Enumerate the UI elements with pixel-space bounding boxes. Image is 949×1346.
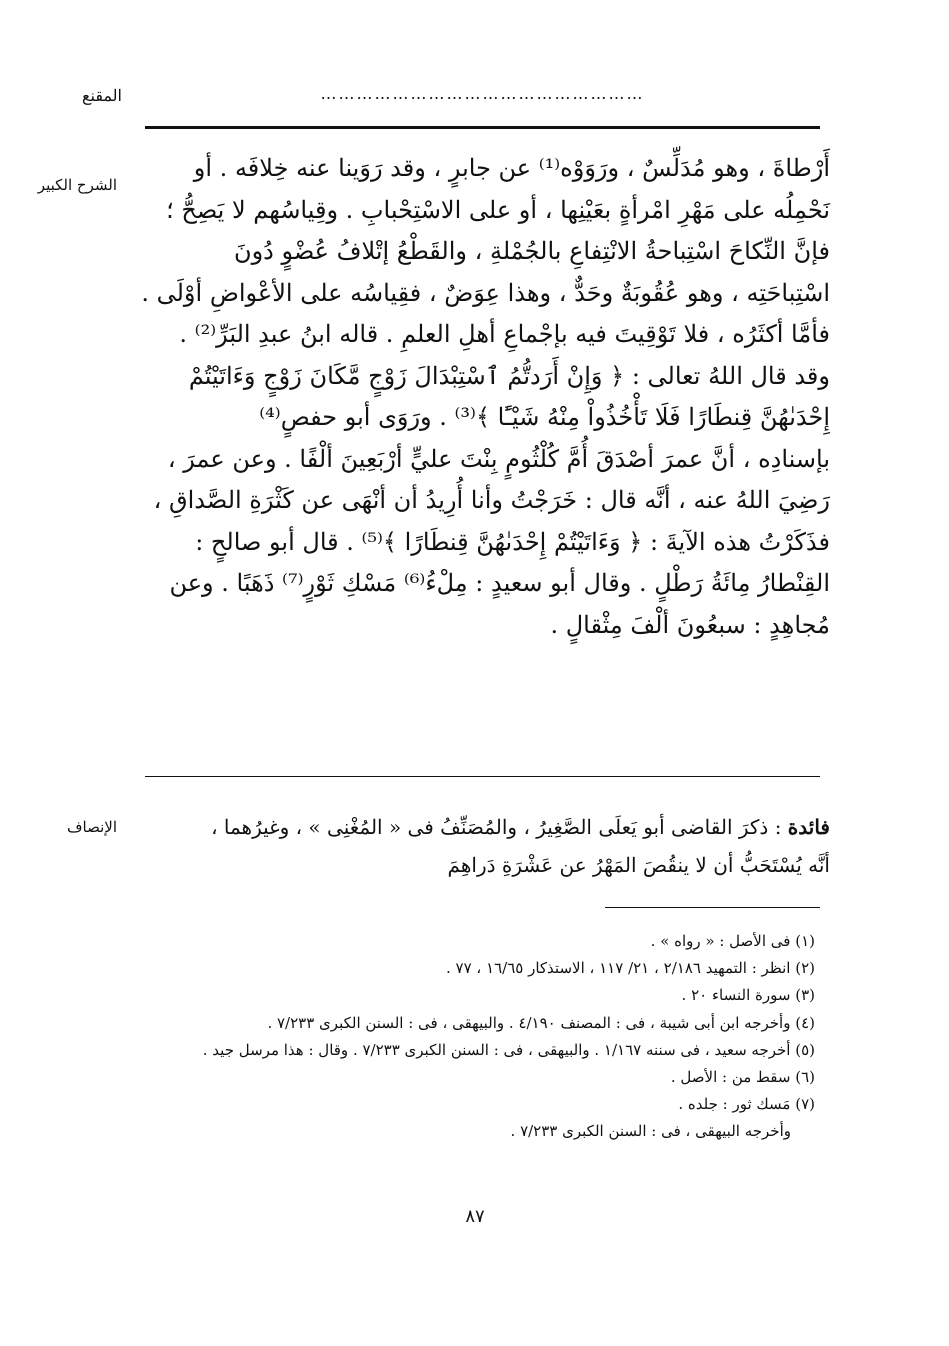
main-line: اسْتِباحَتِه ، وهو عُقُوبَةٌ وحَدٌّ ، وهذا عِوَضٌ ، فقِياسُه على الأعْواضِ أوْلَى . xyxy=(141,278,830,307)
section-divider xyxy=(145,776,820,777)
footnote: (١) فى الأصل : « رواه » . xyxy=(650,932,815,950)
insaf-line1-text: : ذكرَ القاضى أبو يَعلَى الصَّغِيرُ ، والمُصَنِّفُ فى « المُغْنِى » ، وغيرُهما ، xyxy=(211,815,788,839)
main-line: نَحْمِلُه على مَهْرِ امْرأةٍ بعَيْنِها ، أو على الاسْتِحْبابِ . وقِياسُهم لا يَصِحُّ ؛ xyxy=(166,195,830,224)
header-rule xyxy=(145,126,820,129)
footnote-separator xyxy=(605,907,820,908)
main-line: فذَكَرْتُ هذه الآيةَ : ﴿ وَءَاتَيْتُمْ إِحْدَىٰهُنَّ قِنطَارًا ﴾⁽⁵⁾ . قال أبو صالحٍ : xyxy=(195,527,830,556)
main-line: بإسنادِه ، أنَّ عمرَ أصْدَقَ أُمَّ كُلْثُومٍ بِنْتَ عليٍّ أرْبَعِينَ ألْفًا . وعن عمرَ ، xyxy=(167,444,830,473)
insaf-line xyxy=(140,808,830,846)
main-line: مُجاهِدٍ : سبعُونَ ألْفَ مِثْقالٍ . xyxy=(550,610,830,639)
footnote-continuation: وأخرجه البيهقى ، فى : السنن الكبرى ٧/٢٣٣ . xyxy=(510,1122,791,1141)
main-text xyxy=(140,148,830,646)
main-line: وقد قال اللهُ تعالى : ﴿ وَإِنْ أَرَدتُّمُ ٱسْتِبْدَالَ زَوْجٍ مَّكَانَ زَوْجٍ وَءَاتَيْتُمْ xyxy=(188,361,830,390)
side-label-insaf: الإنصاف xyxy=(66,818,117,836)
main-line: إِحْدَىٰهُنَّ قِنطَارًا فَلَا تَأْخُذُواْ مِنْهُ شَيْـًٔا ﴾⁽³⁾ . ورَوَى أبو حفصٍ⁽⁴⁾ xyxy=(259,403,830,431)
footnote: (٢) انظر : التمهيد ٢/١٨٦ ، ٢١/ ١١٧ ، الاستذكار ١٦/٦٥ ، ٧٧ . xyxy=(445,959,815,978)
insaf-lead: فائدة xyxy=(787,815,830,839)
insaf-text xyxy=(140,808,830,884)
footnote: (٤) وأخرجه ابن أبى شيبة ، فى : المصنف ٤/١٩٠ . والبيهقى ، فى : السنن الكبرى ٧/٢٣٣ . xyxy=(267,1013,815,1032)
footnote: (٥) أخرجه سعيد ، فى سننه ١/١٦٧ . والبيهقى ، فى : السنن الكبرى ٧/٢٣٣ . وقال : هذا مرسل جيد . xyxy=(202,1040,815,1059)
main-line: فإنَّ النِّكاحَ اسْتِباحةُ الانْتِفاعِ بالجُمْلةِ ، والقَطْعُ إتْلافُ عُضْوٍ دُونَ xyxy=(233,237,830,265)
insaf-line: أنَّه يُسْتَحَبُّ أن لا ينقُصَ المَهْرُ عن عَشْرَةِ دَراهِمَ xyxy=(447,853,830,877)
footnote: (٧) مَسك ثور : جلده . xyxy=(678,1095,815,1114)
main-line: فأمَّا أكثَرُه ، فلا تَوْقِيتَ فيه بإجْماعِ أهلِ العلمِ . قاله ابنُ عبدِ البَرِّ⁽²⁾ . xyxy=(179,320,830,348)
side-label-sharh: الشرح الكبير xyxy=(37,176,117,194)
header-dotted-leader: ……………………………………………… xyxy=(320,84,645,103)
main-line: رَضِيَ اللهُ عنه ، أنَّه قال : خَرَجْتُ وأنا أُرِيدُ أن أنْهَى عن كَثْرَةِ الصَّداقِ ، xyxy=(153,486,830,514)
footnotes-list xyxy=(140,928,815,1146)
footnote: (٣) سورة النساء ٢٠ . xyxy=(681,986,815,1005)
running-header-title: المقنع xyxy=(81,86,122,105)
page-number: ٨٧ xyxy=(465,1206,485,1227)
main-line: أَرْطاةَ ، وهو مُدَلِّسٌ ، ورَوَوْه⁽¹⁾ عن جابرٍ ، وقد رَوَينا عنه خِلافَه . أو xyxy=(193,154,830,182)
main-line: القِنْطارُ مِائَةُ رَطْلٍ . وقال أبو سعيدٍ : مِلْءُ⁽⁶⁾ مَسْكِ ثَوْرٍ⁽⁷⁾ ذَهَبًا . وعن xyxy=(169,569,830,597)
footnote: (٦) سقط من : الأصل . xyxy=(670,1068,815,1087)
